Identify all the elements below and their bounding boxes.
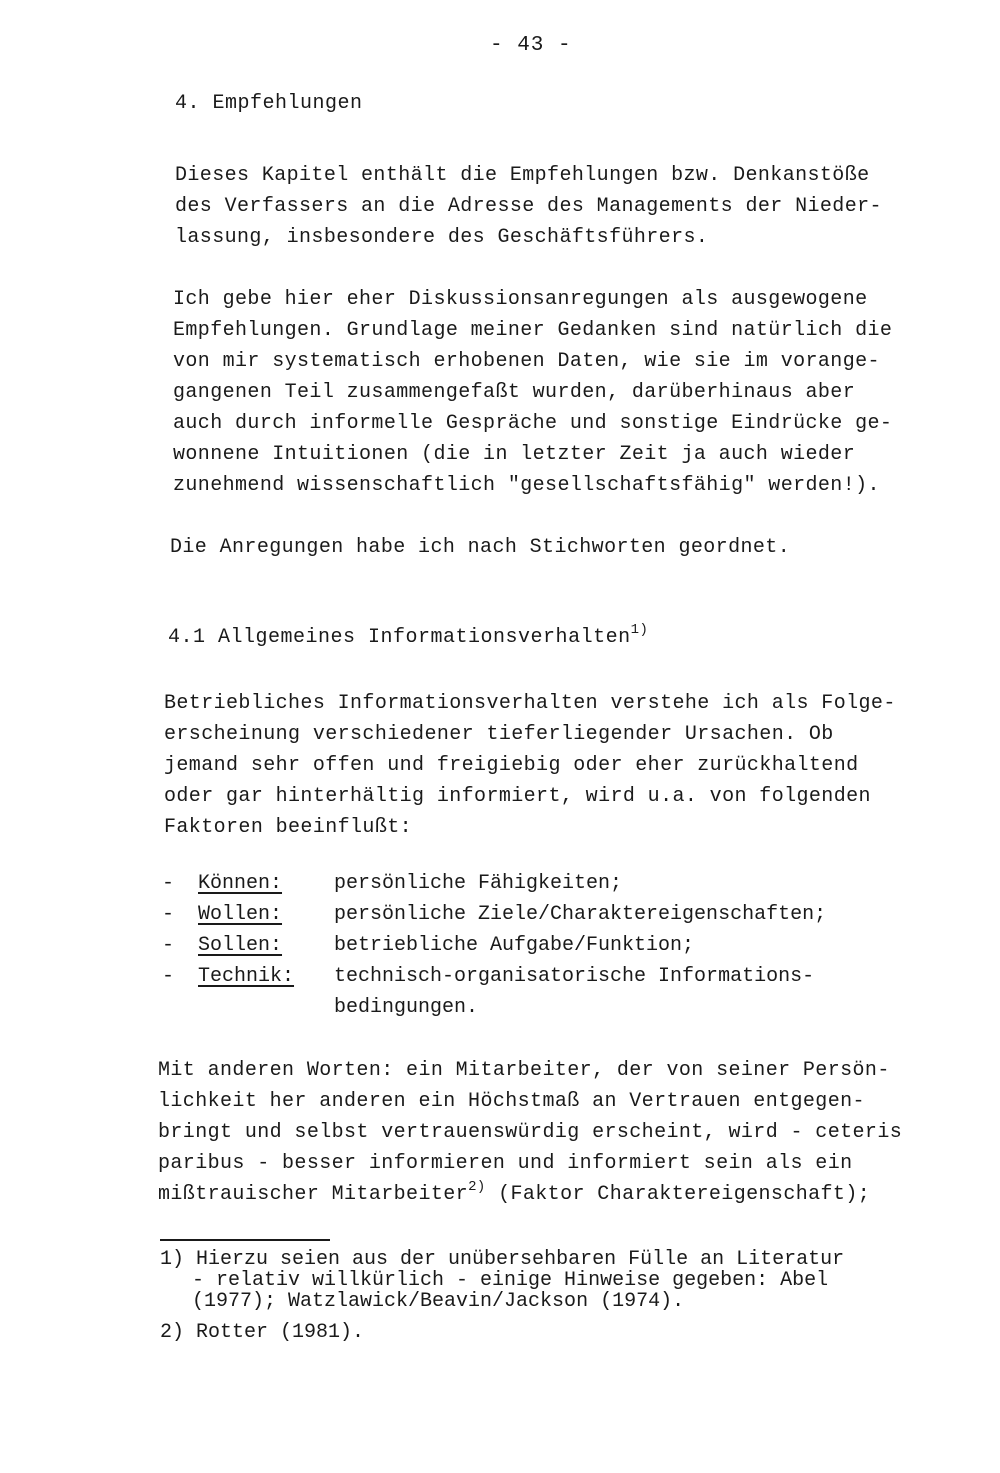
text-line: lassung, insbesondere des Geschäftsführers. [175,226,709,249]
paragraph-discussion [173,284,892,501]
text-line: Betriebliches Informationsverhalten verstehe ich als Folge- [164,692,896,715]
factor-term: Technik: [198,965,295,988]
list-dash: - [162,965,175,988]
factor-description-continued: bedingungen. [334,996,479,1019]
footnote-1 [160,1249,844,1312]
factor-term: Sollen: [198,934,283,957]
list-dash: - [162,872,175,895]
text-line: Faktoren beeinflußt: [164,816,413,839]
text-line: des Verfassers an die Adresse des Managements der Nieder- [175,195,882,218]
text-line: zunehmend wissenschaftlich "gesellschaftsfähig" werden!). [173,474,880,497]
text-line: Die Anregungen habe ich nach Stichworten geordnet. [170,536,791,559]
footnote-line: (1977); Watzlawick/Beavin/Jackson (1974). [192,1290,685,1313]
text-line: Mit anderen Worten: ein Mitarbeiter, der von seiner Persön- [158,1059,890,1082]
text-line: bringt und selbst vertrauenswürdig erscheint, wird - ceteris [158,1121,903,1144]
list-dash: - [162,934,175,957]
footnote-line: - relativ willkürlich - einige Hinweise gegeben: Abel [192,1269,829,1292]
factor-description: technisch-organisatorische Informations- [334,965,815,988]
text-line: von mir systematisch erhobenen Daten, wie sie im vorange- [173,350,880,373]
section-heading-4: 4. Empfehlungen [175,92,363,115]
text-line: paribus - besser informieren und informiert sein als ein [158,1152,853,1175]
footnote-line: 1) Hierzu seien aus der unübersehbaren Fülle an Literatur [160,1248,845,1271]
section-heading-4-1 [168,622,649,649]
paragraph-info-behaviour [164,688,896,843]
text-line: oder gar hinterhältig informiert, wird u.a. von folgenden [164,785,871,808]
paragraph-other-words [158,1055,902,1210]
footnote-2 [160,1322,364,1343]
text-line: lichkeit her anderen ein Höchstmaß an Vertrauen entgegen- [158,1090,865,1113]
footnote-line: 2) Rotter (1981). [160,1321,365,1344]
paragraph-intro [175,160,882,253]
factor-description: betriebliche Aufgabe/Funktion; [334,934,695,957]
heading-text: 4.1 Allgemeines Informationsverhalten [168,626,631,649]
factor-description: persönliche Ziele/Charaktereigenschaften; [334,903,827,926]
footnote-separator [160,1239,330,1241]
text-line: jemand sehr offen und freigiebig oder eher zurückhaltend [164,754,859,777]
footnote-ref-2: 2) [468,1179,486,1195]
text-line: erscheinung verschiedener tieferliegender Ursachen. Ob [164,723,834,746]
footnote-ref-1: 1) [630,622,649,638]
text-line [158,1179,902,1210]
page-number: - 43 - [490,34,572,57]
text-segment: (Faktor Charaktereigenschaft); [485,1183,871,1206]
text-line: gangenen Teil zusammengefaßt wurden, darüberhinaus aber [173,381,856,404]
text-line: auch durch informelle Gespräche und sonstige Eindrücke ge- [173,412,893,435]
factor-term: Können: [198,872,283,895]
text-line: wonnene Intuitionen (die in letzter Zeit ja auch wieder [173,443,856,466]
text-line: Ich gebe hier eher Diskussionsanregungen als ausgewogene [173,288,868,311]
text-line: Dieses Kapitel enthält die Empfehlungen bzw. Denkanstöße [175,164,870,187]
paragraph-ordering [170,532,790,563]
list-dash: - [162,903,175,926]
factor-description: persönliche Fähigkeiten; [334,872,623,895]
factor-term: Wollen: [198,903,283,926]
text-line: Empfehlungen. Grundlage meiner Gedanken sind natürlich die [173,319,893,342]
text-segment: mißtrauischer Mitarbeiter [158,1183,469,1206]
